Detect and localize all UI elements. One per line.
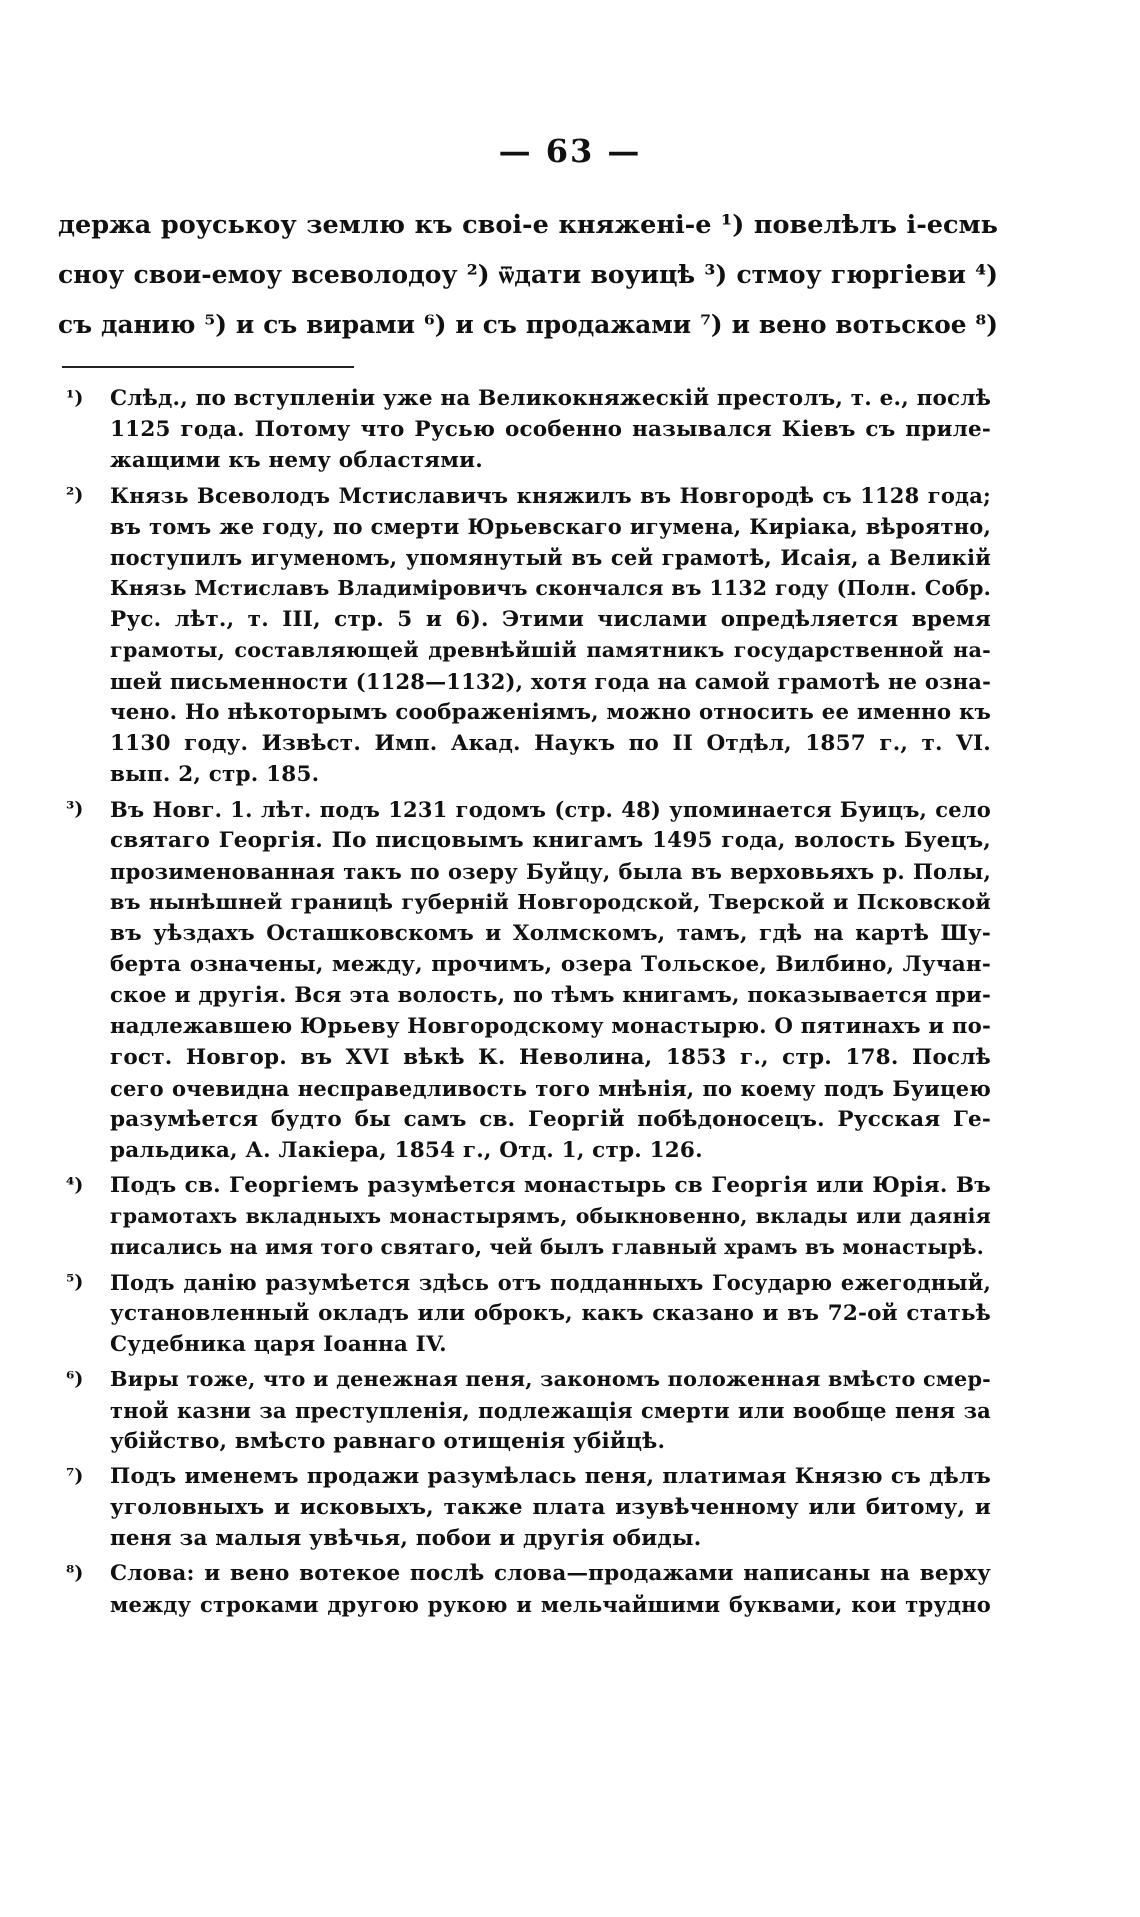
footnote-line: ральдика, А. Лакiера, 1854 г., Отд. 1, стр. 126.	[110, 1138, 703, 1163]
footnote-line: Слѣд., по вступленiи уже на Великокняжескiй престолъ, т. е., послѣ	[110, 386, 992, 411]
footnote-line: грамотахъ вкладныхъ монастырямъ, обыкновенно, вклады или даянiя	[110, 1204, 991, 1228]
footnote-line: установленный окладъ или оброкъ, какъ сказано и въ 72-ой статьѣ	[110, 1301, 991, 1326]
footnote-line: Подъ данiю разумѣется здѣсь отъ подданныхъ Государю ежегодный,	[110, 1270, 991, 1295]
footnote	[66, 1267, 991, 1360]
footnote-line: святаго Георгiя. По писцовымъ книгамъ 1495 года, волость Буецъ,	[110, 828, 991, 853]
footnote-line: 1130 году. Извѣст. Имп. Акад. Наукъ по II Отдѣл, 1857 г., т. VI.	[110, 731, 991, 756]
footnote-marker: ³)	[66, 798, 84, 820]
charter-line: держа роуськоу землю къ своі-е княженi-е ¹) повелѣлъ i-есмь	[58, 210, 998, 240]
footnote-marker: ⁵)	[66, 1271, 84, 1293]
footnote-line: уголовныхъ и исковыхъ, также плата изувѣченному или битому, и	[110, 1495, 991, 1520]
footnote-line: чено. Но нѣкоторымъ соображенiямъ, можно относить ее именно къ	[110, 700, 991, 725]
footnote-line: разумѣется будто бы самъ св. Георгiй побѣдоносецъ. Русская Ге-	[110, 1107, 991, 1132]
footnote	[66, 1461, 991, 1554]
charter-text	[58, 200, 998, 350]
footnote-line: Въ Новг. 1. лѣт. подъ 1231 годомъ (стр. 48) упоминается Буицъ, село	[110, 797, 991, 822]
footnote-marker: ⁶)	[66, 1368, 84, 1390]
footnote-line: въ уѣздахъ Осташковскомъ и Холмскомъ, тамъ, гдѣ на картѣ Шу-	[110, 921, 991, 946]
footnote-line: Судебника царя Iоанна IV.	[110, 1332, 447, 1357]
page-number: — 63 —	[498, 132, 642, 170]
footnote-line: въ томъ же году, по смерти Юрьевскаго игумена, Кирiака, вѣроятно,	[110, 514, 991, 539]
footnote-line: прозименованная такъ по озеру Буйцу, была въ верховьяхъ р. Полы,	[110, 859, 991, 884]
footnote-line: шей письменности (1128—1132), хотя года на самой грамотѣ не озна-	[110, 669, 991, 694]
footnote	[66, 1364, 991, 1457]
footnote	[66, 383, 991, 476]
footnote-marker: ⁸)	[66, 1562, 84, 1584]
footnote-line: въ нынѣшней границѣ губернiй Новгородской, Тверской и Псковской	[110, 890, 991, 914]
footnote-line: надлежавшею Юрьеву Новгородскому монастырю. О пятинахъ и по-	[110, 1014, 992, 1039]
charter-line: сноу свои-емоу всеволодоу ²) ѿдати воуицѣ ³) стмоу гюргiеви ⁴)	[58, 260, 998, 289]
footnote-line: берта означены, между, прочимъ, озера Тольское, Вилбино, Лучан-	[110, 952, 991, 977]
footnote	[66, 794, 991, 1166]
footnote-line: писались на имя того святаго, чей былъ главный храмъ въ монастырѣ.	[110, 1235, 984, 1259]
footnote-marker: ⁷)	[66, 1465, 84, 1487]
footnote-marker: ⁴)	[66, 1174, 84, 1196]
footnote-marker: ²)	[66, 484, 84, 506]
footnotes	[66, 383, 991, 1624]
footnote	[66, 480, 991, 790]
footnote-line: Виры тоже, что и денежная пеня, закономъ положенная вмѣсто смер-	[110, 1367, 991, 1391]
footnote-line: убiйство, вмѣсто равнаго отищенiя убiйцѣ.	[110, 1429, 666, 1454]
footnote-line: Слова: и вено вотекое послѣ слова—продажами написаны на верху	[110, 1561, 991, 1586]
footnote-line: Подъ именемъ продажи разумѣлась пеня, платимая Князю съ дѣлъ	[110, 1464, 991, 1489]
footnote-marker: ¹)	[66, 387, 84, 409]
footnote-line: Подъ св. Георгiемъ разумѣется монастырь св Георгiя или Юрiя. Въ	[110, 1173, 991, 1198]
footnote-line: 1125 года. Потому что Русью особенно назывался Кiевъ съ прилe-	[110, 417, 991, 442]
footnote-line: Рус. лѣт., т. III, стр. 5 и 6). Этими числами опредѣляется время	[110, 607, 991, 632]
footnote-line: поступилъ игуменомъ, упомянутый въ сей грамотѣ, Исаiя, а Великiй	[110, 545, 991, 570]
footnote	[66, 1558, 991, 1620]
footnote-line: гост. Новгор. въ XVI вѣкѣ К. Неволина, 1853 г., стр. 178. Послѣ	[110, 1045, 991, 1070]
footnote-line: вып. 2, стр. 185.	[110, 762, 320, 787]
footnote-divider	[62, 366, 354, 368]
footnote	[66, 1170, 991, 1263]
footnote-line: между строками другою рукою и мельчайшими буквами, кои трудно	[110, 1592, 991, 1617]
footnote-line: грамоты, составляющей древнѣйшiй памятникъ государственной на-	[110, 638, 991, 662]
footnote-line: Князь Мстиславъ Владимiровичъ скончался въ 1132 году (Полн. Собр.	[110, 576, 991, 600]
footnote-line: ское и другiя. Вся эта волость, по тѣмъ книгамъ, показывается при-	[110, 983, 991, 1008]
footnote-line: жащими къ нему областями.	[110, 448, 483, 473]
footnote-line: тной казни за преступленiя, подлежащiя смерти или вообще пеня за	[110, 1398, 991, 1423]
charter-line: съ данию ⁵) и съ вирами ⁶) и съ продажами ⁷) и вено вотьское ⁸)	[58, 310, 998, 339]
footnote-line: Князь Всеволодъ Мстиславичъ княжилъ въ Новгородѣ съ 1128 года;	[110, 483, 991, 508]
footnote-line: сего очевидна несправедливость того мнѣнiя, по коему подъ Буицею	[110, 1076, 991, 1101]
footnote-line: пеня за малыя увѣчья, побои и другiя обиды.	[110, 1526, 702, 1551]
